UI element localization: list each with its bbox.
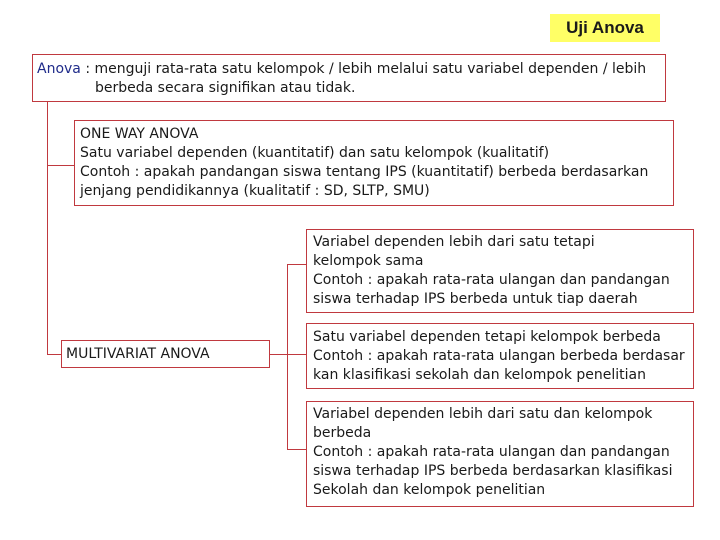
- branch-line: Variabel dependen lebih dari satu dan kelompok: [313, 406, 653, 422]
- connector-branch-1: [287, 264, 306, 265]
- connector-branch-3: [287, 449, 306, 450]
- definition-line-1: [37, 60, 665, 79]
- page-title: Uji Anova: [550, 14, 660, 42]
- anova-term: Anova: [37, 61, 81, 77]
- connector-branches-vertical: [287, 264, 288, 449]
- definition-line-2: berbeda secara signifikan atau tidak.: [95, 80, 356, 96]
- branch-line: kan klasifikasi sekolah dan kelompok penelitian: [313, 367, 646, 383]
- branch-line: berbeda: [313, 425, 372, 441]
- branch-box-3: [306, 401, 694, 507]
- multivariat-anova-box: [61, 340, 270, 368]
- connector-branch-2: [287, 354, 306, 355]
- branch-line: siswa terhadap IPS berbeda berdasarkan klasifikasi: [313, 463, 673, 479]
- connector-oneway-horizontal: [47, 165, 74, 166]
- branch-line: Variabel dependen lebih dari satu tetapi: [313, 234, 595, 250]
- anova-definition-box: [32, 54, 666, 102]
- one-way-anova-box: [74, 120, 674, 206]
- connector-multivariat-horizontal: [47, 354, 61, 355]
- one-way-heading: ONE WAY ANOVA: [80, 126, 199, 142]
- one-way-line: Satu variabel dependen (kuantitatif) dan satu kelompok (kualitatif): [80, 145, 550, 161]
- branch-line: Contoh : apakah rata-rata ulangan berbeda berdasar: [313, 348, 685, 364]
- connector-multivariat-to-branches: [270, 354, 287, 355]
- one-way-line: Contoh : apakah pandangan siswa tentang IPS (kuantitatif) berbeda berdasarkan: [80, 164, 649, 180]
- branch-line: Contoh : apakah rata-rata ulangan dan pandangan: [313, 272, 670, 288]
- branch-line: Contoh : apakah rata-rata ulangan dan pandangan: [313, 444, 670, 460]
- one-way-line: jenjang pendidikannya (kualitatif : SD, SLTP, SMU): [80, 183, 430, 199]
- connector-main-vertical: [47, 102, 48, 354]
- branch-line: Sekolah dan kelompok penelitian: [313, 482, 546, 498]
- branch-box-1: [306, 229, 694, 313]
- branch-box-2: [306, 323, 694, 389]
- multivariat-label: MULTIVARIAT ANOVA: [66, 346, 210, 362]
- definition-text: : menguji rata-rata satu kelompok / lebih melalui satu variabel dependen / lebih: [80, 61, 647, 77]
- branch-line: siswa terhadap IPS berbeda untuk tiap daerah: [313, 291, 638, 307]
- branch-line: kelompok sama: [313, 253, 424, 269]
- branch-line: Satu variabel dependen tetapi kelompok berbeda: [313, 329, 661, 345]
